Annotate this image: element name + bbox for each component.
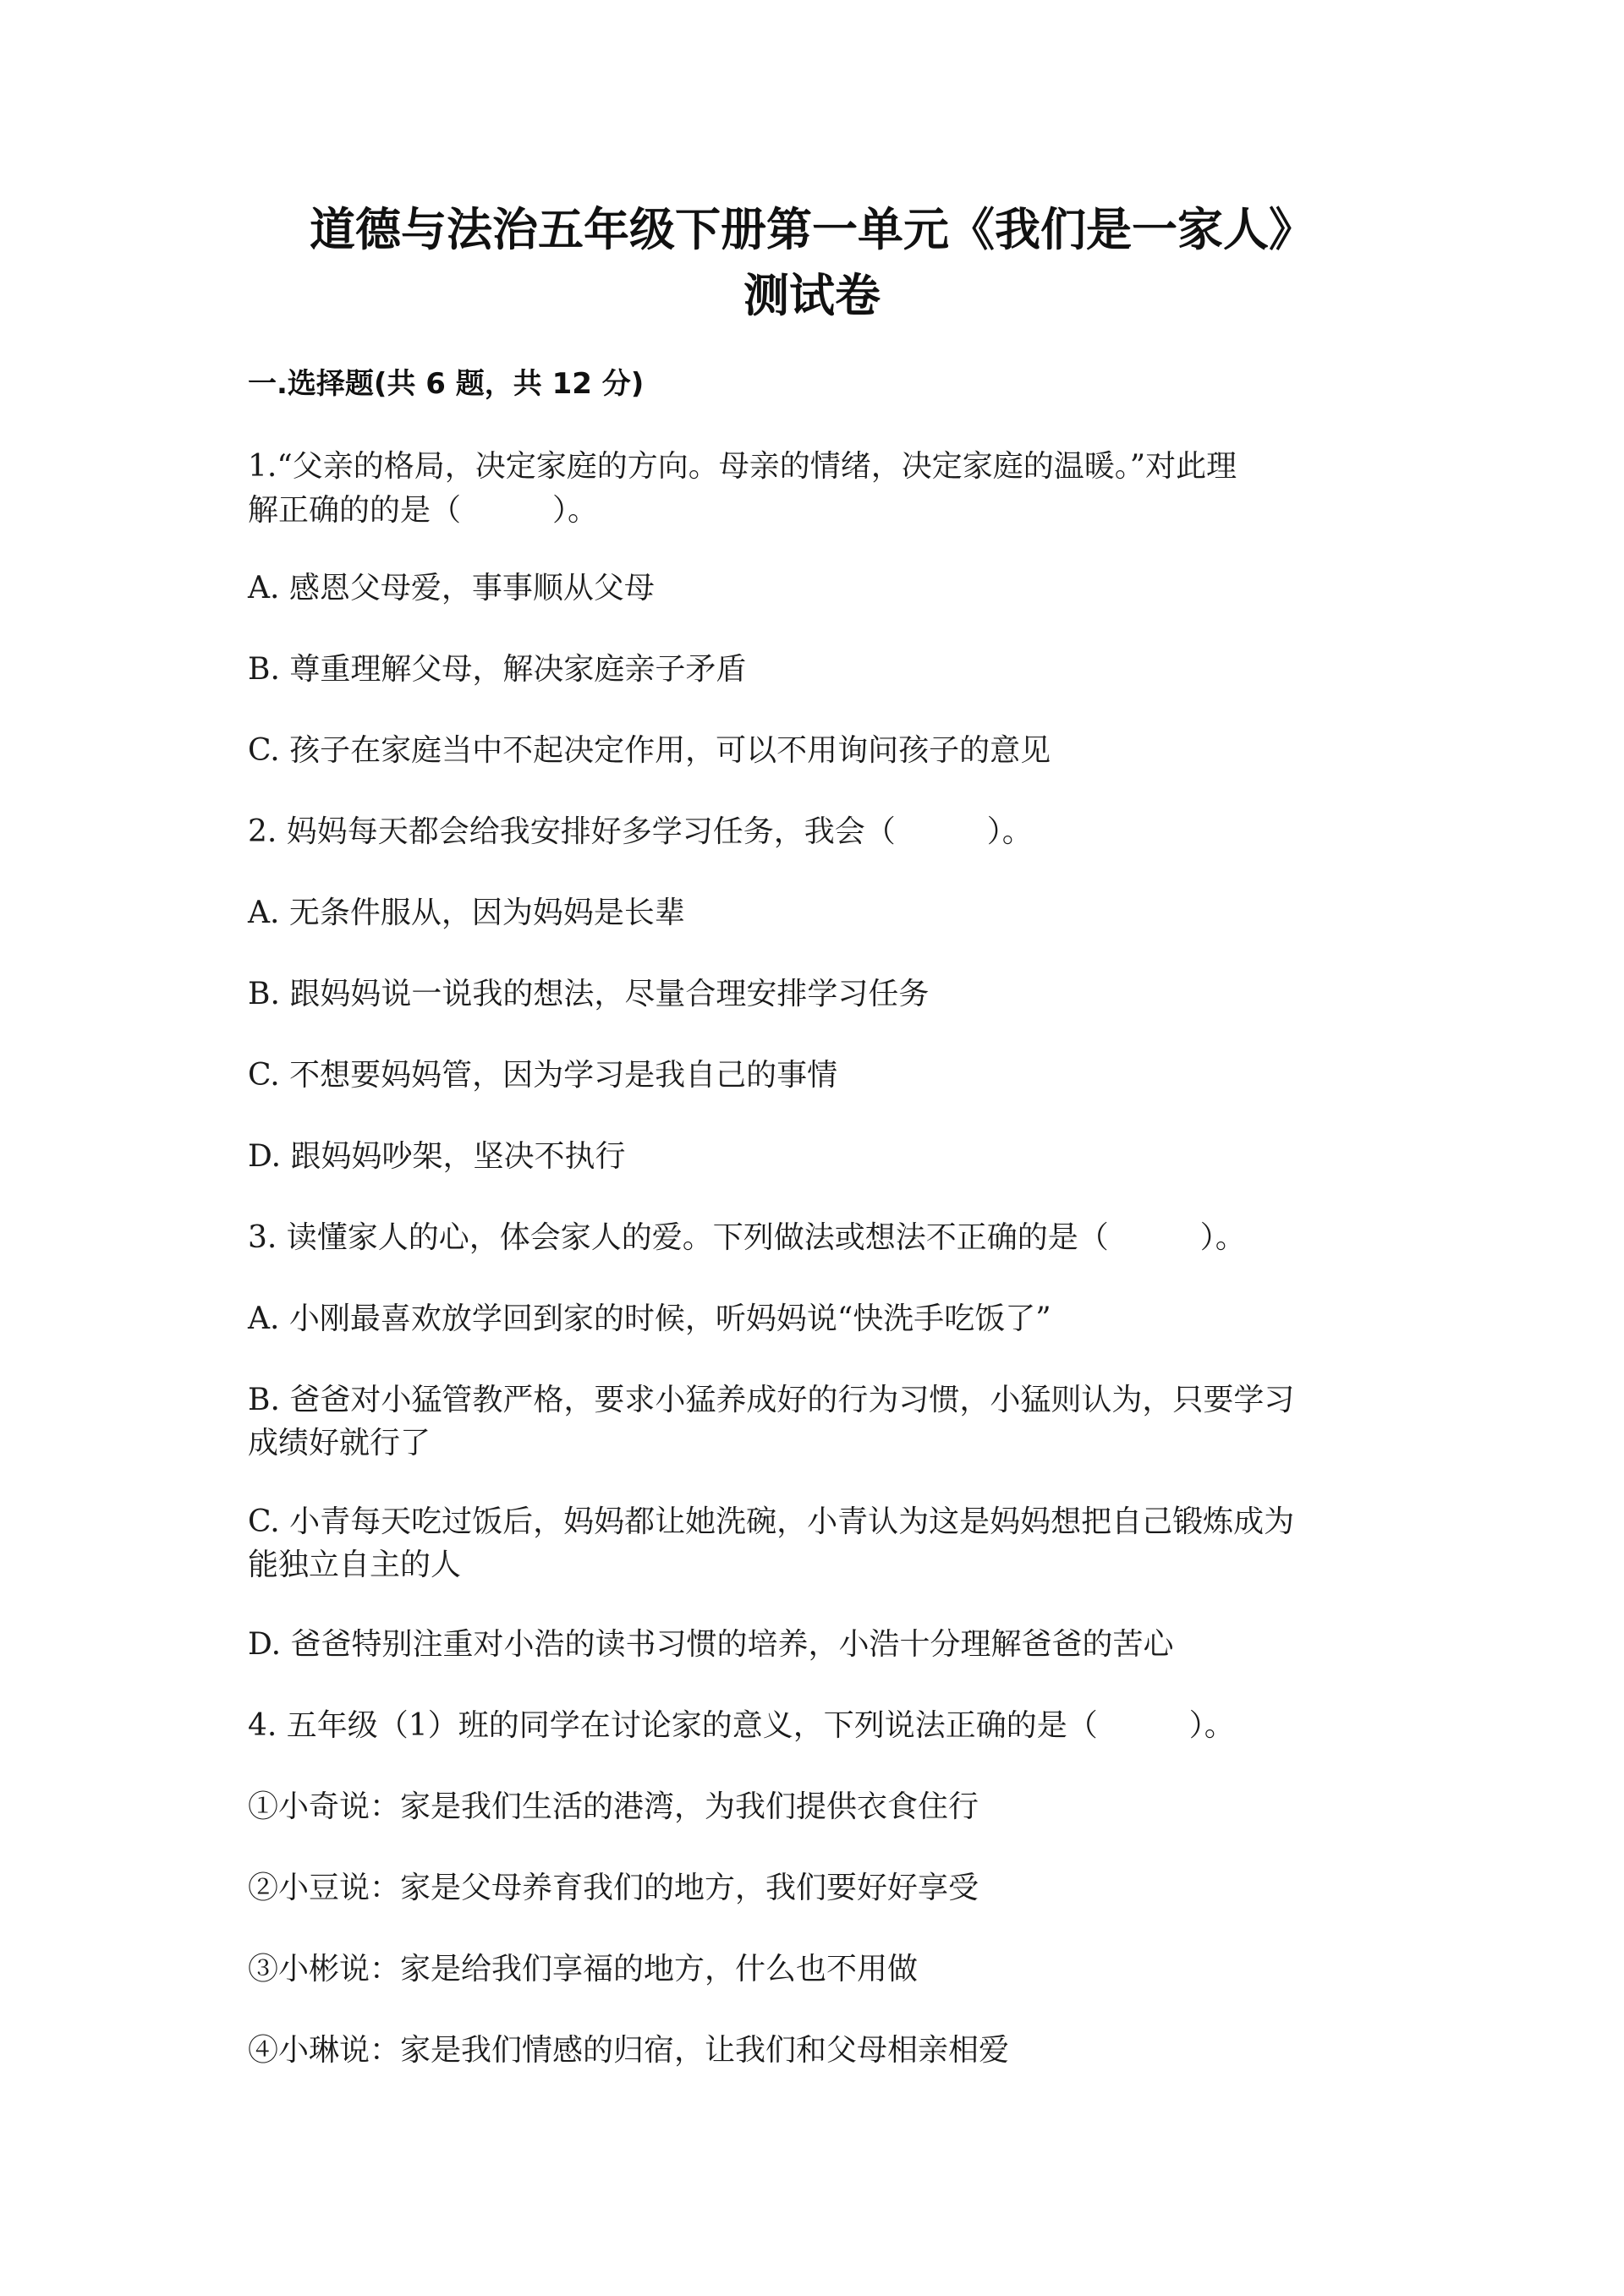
question-3-stem: 3. 读懂家人的心，体会家人的爱。下列做法或想法不正确的是（ ）。 <box>248 1220 1246 1255</box>
question-4-statement-4: ④小琳说：家是我们情感的归宿，让我们和父母相亲相爱 <box>248 2033 1010 2068</box>
question-2-option-a: A. 无条件服从，因为妈妈是长辈 <box>248 896 685 930</box>
question-4-statement-1: ①小奇说：家是我们生活的港湾，为我们提供衣食住行 <box>248 1789 979 1824</box>
question-4-stem: 4. 五年级（1）班的同学在讨论家的意义，下列说法正确的是（ ）。 <box>248 1708 1235 1743</box>
question-3-option-d: D. 爸爸特别注重对小浩的读书习惯的培养，小浩十分理解爸爸的苦心 <box>248 1627 1174 1662</box>
question-3-option-c: C. 小青每天吃过饭后，妈妈都让她洗碗，小青认为这是妈妈想把自己锻炼成为 <box>248 1504 1295 1539</box>
question-3-option-a: A. 小刚最喜欢放学回到家的时候，听妈妈说“快洗手吃饭了” <box>248 1301 1051 1336</box>
question-4-statement-3: ③小彬说：家是给我们享福的地方，什么也不用做 <box>248 1952 919 1986</box>
question-2-stem: 2. 妈妈每天都会给我安排好多学习任务，我会（ ）。 <box>248 814 1033 849</box>
page-title-line2: 测试卷 <box>743 269 881 322</box>
question-1-stem: 1.“父亲的格局，决定家庭的方向。母亲的情绪，决定家庭的温暖。”对此理 <box>248 449 1237 484</box>
question-4-statement-2: ②小豆说：家是父母养育我们的地方，我们要好好享受 <box>248 1871 979 1905</box>
question-1-stem-cont: 解正确的的是（ ）。 <box>248 493 599 528</box>
question-1-option-c: C. 孩子在家庭当中不起决定作用，可以不用询问孩子的意见 <box>248 733 1051 768</box>
question-1-option-a: A. 感恩父母爱，事事顺从父母 <box>248 571 655 606</box>
question-2-option-b: B. 跟妈妈说一说我的想法，尽量合理安排学习任务 <box>248 977 930 1011</box>
page-title: 道德与法治五年级下册第一单元《我们是一家人》 <box>310 203 1314 256</box>
question-3-option-b-cont: 成绩好就行了 <box>248 1426 431 1460</box>
question-2-option-d: D. 跟妈妈吵架，坚决不执行 <box>248 1139 626 1174</box>
question-2-option-c: C. 不想要妈妈管，因为学习是我自己的事情 <box>248 1058 838 1093</box>
section-heading: 一.选择题(共 6 题，共 12 分) <box>248 367 645 401</box>
question-1-option-b: B. 尊重理解父母，解决家庭亲子矛盾 <box>248 652 747 687</box>
question-3-option-c-cont: 能独立自主的人 <box>248 1548 462 1582</box>
question-3-option-b: B. 爸爸对小猛管教严格，要求小猛养成好的行为习惯，小猛则认为，只要学习 <box>248 1383 1295 1417</box>
